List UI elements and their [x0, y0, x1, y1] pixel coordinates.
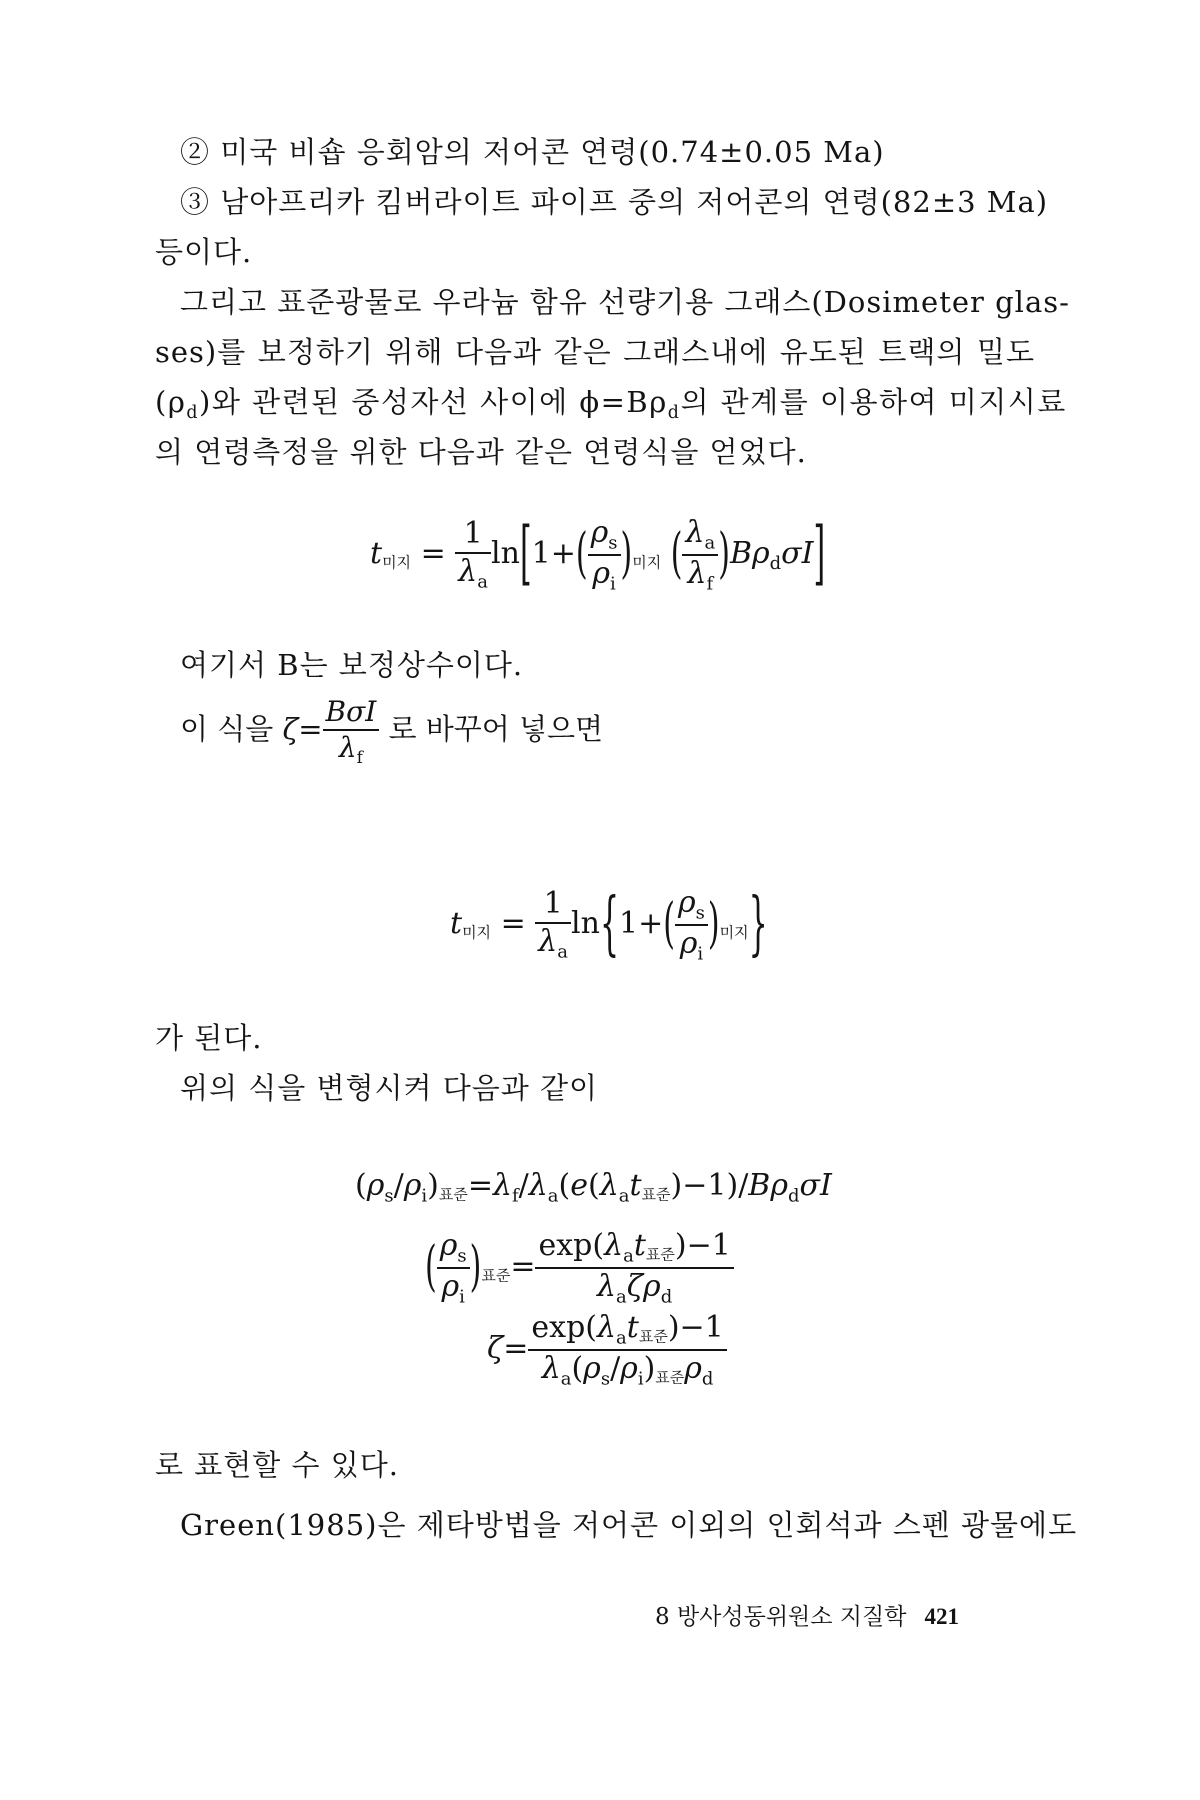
zeta-symbol: ζ — [282, 711, 299, 746]
rho-d-subscript-2: d — [667, 403, 681, 424]
text-line-2: ③ 남아프리카 킴버라이트 파이프 중의 저어콘의 연령(82±3 Ma) — [180, 185, 1049, 219]
text-line-1: ② 미국 비숍 응회암의 저어콘 연령(0.74±0.05 Ma) — [180, 135, 885, 169]
eq1-frac-rho: $\frac{\rho_s}{\rho_i}$ — [588, 515, 621, 595]
eq1-paren-open-2: ( — [670, 523, 683, 587]
eq1-right-bracket: ] — [813, 514, 826, 596]
text-line-4: 그리고 표준광물로 우라늄 함유 선량기용 그래스(Dosimeter glas- — [180, 285, 1070, 319]
equation-zeta: ζ= $\frac{\exp(\lambda_at표준)-1}{\lambda_a(\rho_s/\rho_i)표준\rho_d}$ — [487, 1310, 727, 1390]
eq1-equals: = — [420, 535, 446, 571]
equation-age-unknown-zeta: t미지 = $\frac{1}{\lambda_a}$ ln{1+( $\frac{\rho_s}{\rho_i}$ )미지} — [450, 884, 768, 966]
text-line-3: 등이다. — [155, 235, 253, 269]
eq1-sigma-i: σI — [781, 535, 814, 571]
page-footer — [655, 1598, 1055, 1631]
eq1-paren-open-1: ( — [575, 523, 588, 587]
eq1-t-sub: 미지 — [382, 553, 412, 572]
rho-d-subscript-1: d — [186, 403, 200, 424]
eq1-paren-close-2: ) — [718, 523, 730, 587]
eq1-t: t — [370, 535, 383, 571]
eq2-frac-one-over-lambda: $\frac{1}{\lambda_a}$ — [535, 886, 571, 963]
eq1-left-bracket: [ — [519, 514, 532, 596]
text-line-11: 위의 식을 변형시켜 다음과 같이 — [180, 1071, 599, 1105]
equation-standard-exp: ( $\frac{\rho_s}{\rho_i}$ )표준= $\frac{\exp(\lambda_at표준)-1}{\lambda_a\zeta\rho_d}$ — [425, 1228, 734, 1308]
text-line-6-part-a: (ρ — [155, 385, 187, 419]
text-line-13: Green(1985)은 제타방법을 저어콘 이외의 인회석과 스펜 광물에도 — [180, 1508, 1078, 1542]
eq1-paren-close-1: ) — [620, 523, 633, 587]
equation-standard-ratio: $(\rho_s/\rho_i)$표준$=\lambda_f/\lambda_a(e(\lambda_at$표준)$-1)/B\rho_d\sigma I$ — [355, 1168, 832, 1207]
eq2-frac-rho: $\frac{\rho_s}{\rho_i}$ — [675, 885, 708, 965]
eq1-one-plus: 1+ — [531, 535, 576, 571]
eq1-ln: ln — [491, 535, 520, 571]
eq1-frac-lambda: $\frac{\lambda_a}{\lambda_f}$ — [682, 515, 718, 595]
page-number: 421 — [924, 1604, 959, 1629]
equation-age-unknown: t미지 = $\frac{1}{\lambda_a}$ ln[1+( $\frac{\rho_s}{\rho_i}$ )미지 ( $\frac{\lambda_a}{\lambda_f}$ )$B\rho_d\sigma I$] — [370, 514, 826, 596]
footer-chapter: 8 방사성동위원소 지질학 — [655, 1604, 907, 1630]
eq1-b-rho: Bρ — [729, 535, 770, 571]
eq1-rho-sub: 미지 — [632, 553, 662, 572]
text-line-5: ses)를 보정하기 위해 다음과 같은 그래스내에 유도된 트랙의 밀도 — [155, 335, 1035, 369]
zeta-definition-frac: $\frac{\text{BσI}}{\lambda_f}$ — [323, 695, 380, 767]
eq1-frac-one-over-lambda — [455, 516, 491, 593]
text-line-10: 가 된다. — [155, 1021, 263, 1055]
eq4-frac: $\frac{\exp(\lambda_at표준)-1}{\lambda_a\zeta\rho_d}$ — [535, 1228, 733, 1308]
text-line-8: 여기서 B는 보정상수이다. — [180, 648, 524, 682]
eq1-frac-den: $\lambda_a$ — [458, 554, 489, 593]
text-line-6-part-c: 의 관계를 이용하여 미지시료 — [680, 385, 1067, 419]
text-line-12: 로 표현할 수 있다. — [155, 1448, 399, 1482]
text-line-9: 이 식을 ζ= $\frac{\text{BσI}}{\lambda_f}$ 로 바꾸어 넣으면 — [180, 695, 604, 767]
text-line-6-part-b: )와 관련된 중성자선 사이에 ϕ=Bρ — [199, 385, 668, 419]
eq1-frac-num: 1 — [455, 516, 491, 554]
text-line-7: 의 연령측정을 위한 다음과 같은 연령식을 얻었다. — [155, 435, 807, 469]
eq5-frac: $\frac{\exp(\lambda_at표준)-1}{\lambda_a(\rho_s/\rho_i)표준\rho_d}$ — [528, 1310, 726, 1390]
